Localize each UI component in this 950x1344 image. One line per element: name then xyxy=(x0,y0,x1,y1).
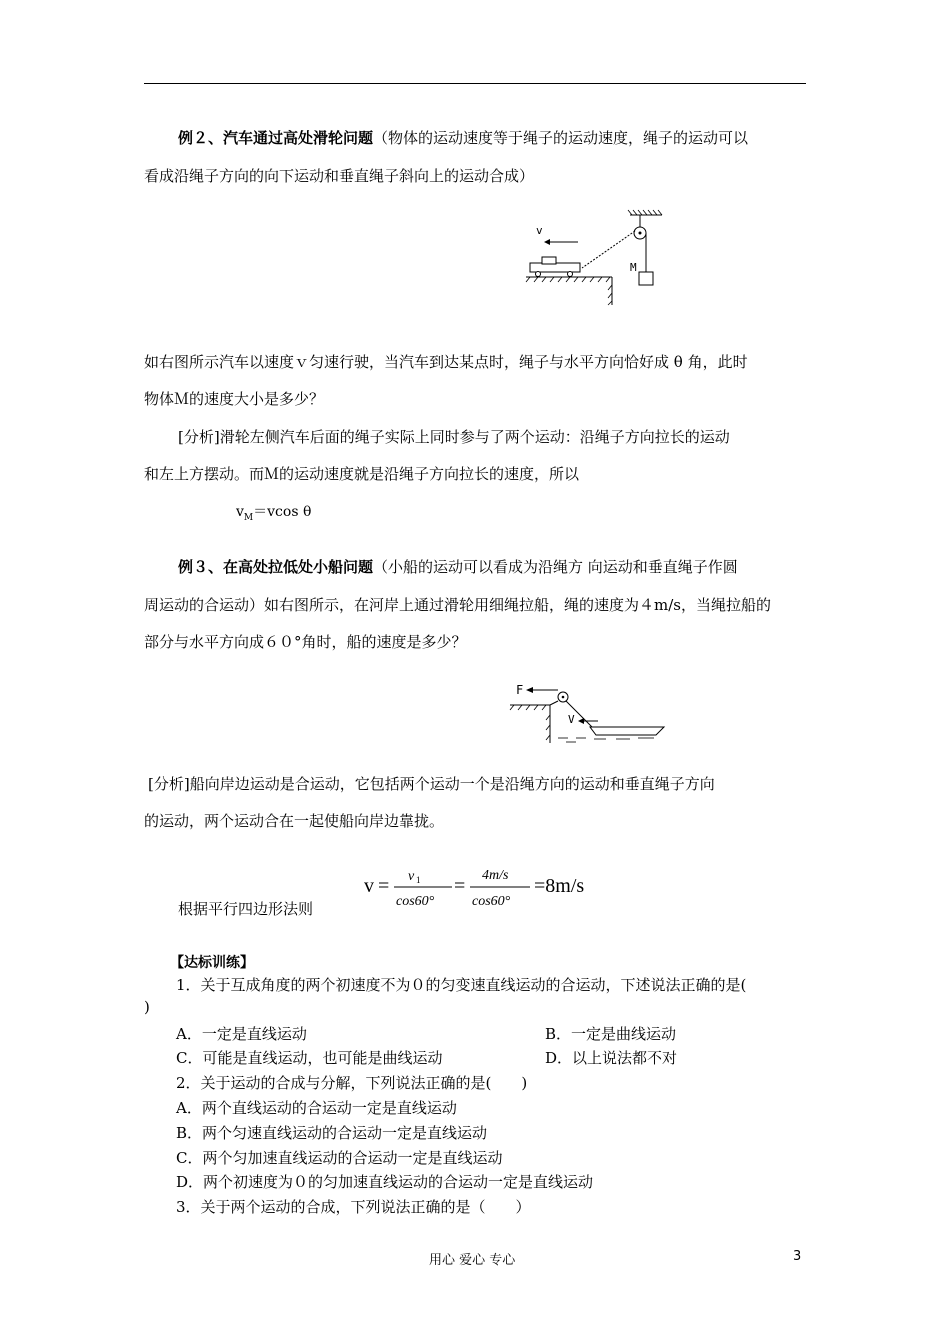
ex2-formula xyxy=(236,501,311,523)
mass-label: M xyxy=(630,261,637,274)
ex2-desc1: （物体的运动速度等于绳子的运动速度，绳子的运动可以 xyxy=(373,129,749,147)
practice-q2-option-b: B．两个匀速直线运动的合运动一定是直线运动 xyxy=(176,1124,488,1142)
boat xyxy=(590,727,664,735)
ex3-rule: 根据平行四边形法则 xyxy=(178,900,314,918)
ex2-formula-rest: ＝vcos θ xyxy=(253,504,312,520)
formula-eq2: = xyxy=(454,875,466,897)
practice-q1-option-a: A．一定是直线运动 xyxy=(176,1025,307,1043)
practice-heading: 【达标训练】 xyxy=(170,955,254,971)
page-number: 3 xyxy=(793,1249,802,1264)
formula-result: =8m/s xyxy=(534,875,585,897)
ex2-line1 xyxy=(178,127,748,148)
formula-lhs: v xyxy=(364,875,374,897)
boat-pulley-diagram xyxy=(506,675,671,745)
ex2-question-line1: 如右图所示汽车以速度ｖ匀速行驶，当汽车到达某点时，绳子与水平方向恰好成 θ 角，此时 xyxy=(144,353,748,371)
ex3-desc1: （小船的运动可以看成为沿绳方 向运动和垂直绳子作圆 xyxy=(373,558,738,576)
ex3-title: 例３、在高处拉低处小船问题 xyxy=(178,558,374,576)
practice-q1-option-c: C．可能是直线运动，也可能是曲线运动 xyxy=(176,1049,443,1067)
ex3-desc2: 周运动的合运动）如右图所示，在河岸上通过滑轮用细绳拉船，绳的速度为４m/s，当绳拉船的 xyxy=(144,596,771,614)
practice-q2-option-d: D．两个初速度为０的匀加速直线运动的合运动一定是直线运动 xyxy=(176,1173,594,1191)
footer-motto: 用心 爱心 专心 xyxy=(429,1253,516,1268)
practice-q1-close: ) xyxy=(144,998,150,1016)
formula-num1: v xyxy=(408,869,415,884)
practice-q1-option-b: B．一定是曲线运动 xyxy=(545,1025,677,1043)
ex3-analysis-line2: 的运动，两个运动合在一起使船向岸边靠拢。 xyxy=(144,812,445,830)
ex3-line1 xyxy=(178,556,738,577)
formula-eq1: = xyxy=(378,875,390,897)
practice-q2: 2．关于运动的合成与分解，下列说法正确的是( ) xyxy=(176,1074,528,1092)
boat-velocity-label: V xyxy=(568,713,575,726)
car-pulley-diagram xyxy=(522,205,672,310)
practice-q1-option-d: D．以上说法都不对 xyxy=(545,1049,678,1067)
formula-den2: cos60° xyxy=(472,894,511,909)
formula-num1-sub: 1 xyxy=(416,875,421,885)
formula-den1: cos60° xyxy=(396,894,435,909)
velocity-label: v xyxy=(536,224,543,237)
ex3-desc3: 部分与水平方向成６０°角时，船的速度是多少？ xyxy=(144,633,467,651)
practice-q1: 1．关于互成角度的两个初速度不为０的匀变速直线运动的合运动，下述说法正确的是( xyxy=(176,976,747,994)
ex2-title: 例２、汽车通过高处滑轮问题 xyxy=(178,129,374,147)
ex2-formula-sub: M xyxy=(243,512,254,523)
ex3-analysis-line1: [分析]船向岸边运动是合运动，它包括两个运动一个是沿绳方向的运动和垂直绳子方向 xyxy=(148,775,715,793)
practice-q2-option-a: A．两个直线运动的合运动一定是直线运动 xyxy=(176,1099,457,1117)
ex3-formula xyxy=(362,862,612,912)
practice-q2-option-c: C．两个匀加速直线运动的合运动一定是直线运动 xyxy=(176,1149,503,1167)
force-label: F xyxy=(516,683,524,697)
formula-num2: 4m/s xyxy=(482,868,509,883)
ex2-desc2: 看成沿绳子方向的向下运动和垂直绳子斜向上的运动合成） xyxy=(144,167,535,185)
mass-block xyxy=(639,272,653,285)
header-rule xyxy=(144,83,806,84)
ex2-analysis-line2: 和左上方摆动。而Ｍ的运动速度就是沿绳子方向拉长的速度，所以 xyxy=(144,465,580,483)
ex2-question-line2: 物体Ｍ的速度大小是多少？ xyxy=(144,390,325,408)
ex2-analysis-line1: [分析]滑轮左侧汽车后面的绳子实际上同时参与了两个运动：沿绳子方向拉长的运动 xyxy=(178,428,730,446)
practice-q3: 3．关于两个运动的合成，下列说法正确的是（ ） xyxy=(176,1198,531,1216)
ex2-formula-v: v xyxy=(236,504,244,520)
